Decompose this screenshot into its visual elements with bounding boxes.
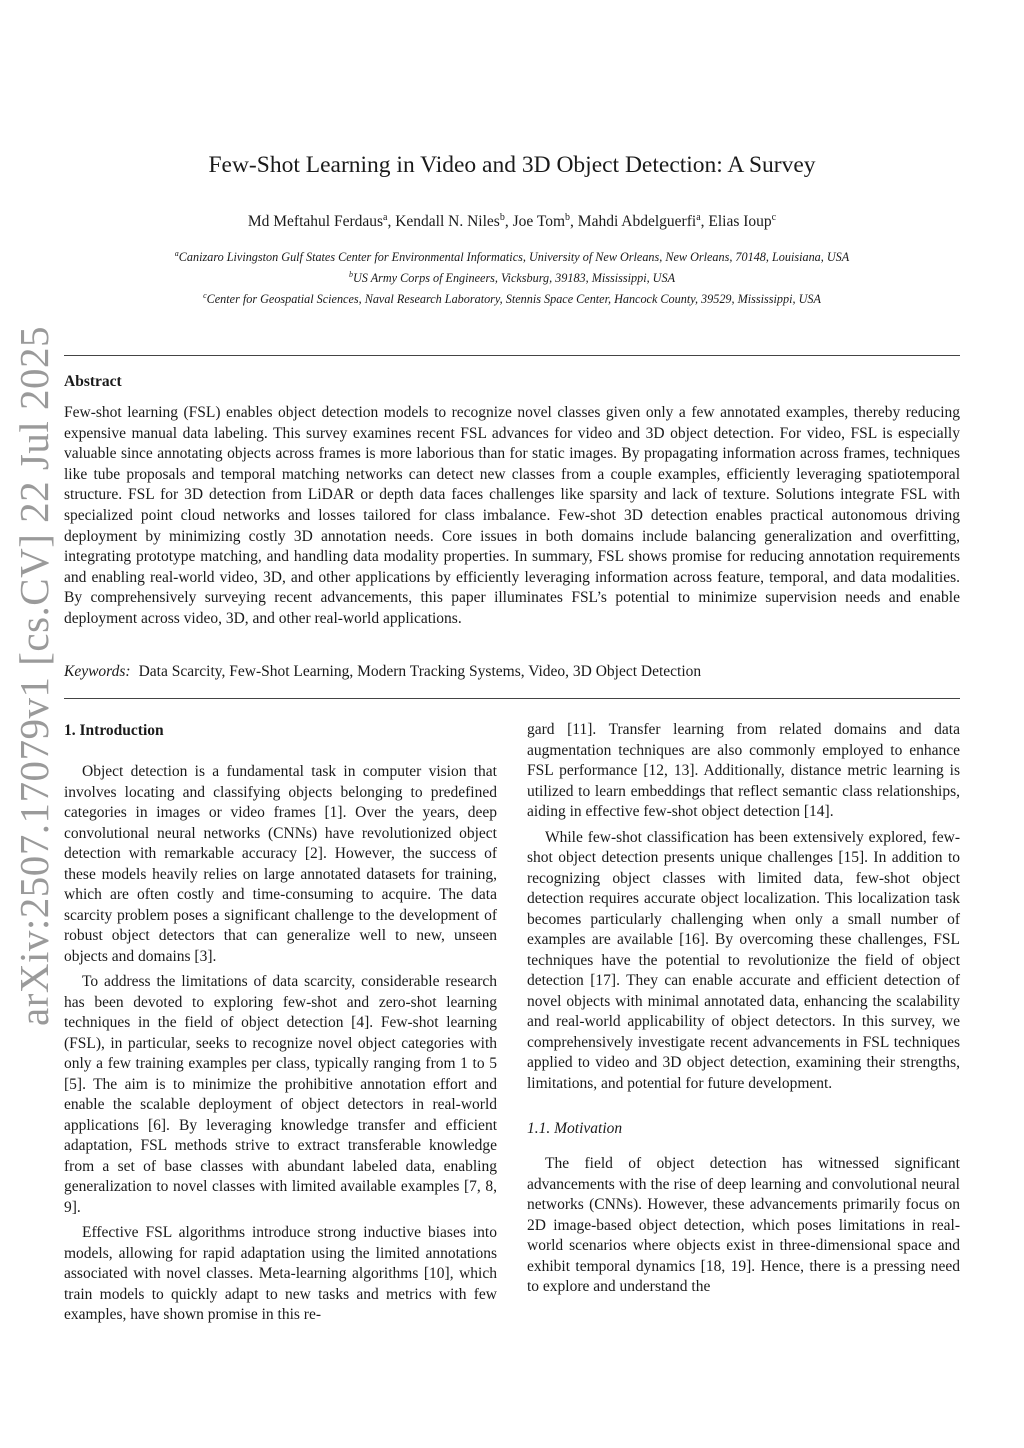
author-affiliation-mark: c — [771, 212, 777, 223]
body-paragraph: gard [11]. Transfer learning from related domains and data augmentation techniques are also commonly employed to enhance FSL performance [12, 13]. Additionally, distance metric learning is utilized to learn embeddings that reflect semantic class relationships, aiding in effective few-shot object detection [14]. — [527, 721, 960, 820]
affiliation-text: Canizaro Livingston Gulf States Center for Environmental Informatics, University of New Orleans, New Orleans, 70148, Louisiana, USA — [178, 250, 850, 265]
affiliation-list — [64, 245, 960, 308]
author-affiliation-mark: a — [383, 212, 388, 223]
affiliation-text: US Army Corps of Engineers, Vicksburg, 39183, Mississippi, USA — [352, 271, 676, 286]
author-affiliation-mark: a — [696, 212, 701, 223]
left-column — [64, 720, 497, 1326]
author-affiliation-mark: b — [499, 212, 505, 223]
author-name: Elias Ioup — [708, 213, 772, 231]
author-name: Joe Tom — [512, 213, 566, 231]
author-name: Md Meftahul Ferdaus — [247, 213, 384, 231]
affiliation-mark: b — [348, 270, 353, 280]
body-paragraph: While few-shot classification has been extensively explored, few-shot object detection presents unique challenges [15]. In addition to recognizing object classes with limited data, few-shot object detection requires accurate object localization. This localization task becomes particularly challenging when only a small number of examples are available [16]. By overcoming these challenges, FSL techniques have the potential to revolutionize the field of object detection [17]. They can enable accurate and efficient detection of novel objects with minimal annotated data, enhancing the scalability and real-world applicability of object detectors. In this survey, we comprehensively investigate recent advancements in FSL techniques applied to video and 3D object detection, examining their strengths, limitations, and potential for future development. — [527, 828, 960, 1092]
affiliation-line — [64, 266, 960, 287]
right-column — [527, 720, 960, 1298]
body-paragraph: Object detection is a fundamental task in computer vision that involves locating and classifying objects belonging to predefined categories in images or video frames [1]. Over the years, deep convolutional neural networks (CNNs) have revolutionized object detection with remarkable accuracy [2]. However, the success of these models heavily relies on large annotated datasets for training, which are often costly and time-consuming to acquire. The data scarcity problem poses a significant challenge to the development of robust object detectors that can generalize well to new, unseen objects and domains [3]. — [64, 763, 497, 965]
body-paragraph: Effective FSL algorithms introduce strong inductive biases into models, allowing for rapid adaptation using the limited annotations associated with novel classes. Meta-learning algorithms [10], which train models to quickly adapt to new tasks and metrics with few examples, have shown promise in this re- — [64, 1224, 497, 1323]
subsection-heading: 1.1. Motivation — [527, 1120, 623, 1137]
section-heading: 1. Introduction — [64, 722, 164, 739]
abstract-heading: Abstract — [64, 373, 122, 390]
horizontal-rule — [64, 355, 960, 356]
body-paragraph: The field of object detection has witnessed significant advancements with the rise of deep learning and convolutional neural networks (CNNs). However, these advancements primarily focus on 2D image-based object detection, which poses limitations in real-world scenarios where objects exist in three-dimensional space and exhibit temporal dynamics [18, 19]. Hence, there is a pressing need to explore and understand the — [527, 1155, 960, 1295]
author-name: Mahdi Abdelguerfi — [577, 213, 697, 231]
arxiv-identifier-stamp: arXiv:2507.17079v1 [cs.CV] 22 Jul 2025 — [11, 325, 57, 1026]
horizontal-rule — [64, 698, 960, 699]
keywords-text: Data Scarcity, Few-Shot Learning, Modern Tracking Systems, Video, 3D Object Detection — [138, 663, 702, 680]
author-name: Kendall N. Niles — [395, 213, 500, 231]
affiliation-text: Center for Geospatial Sciences, Naval Research Laboratory, Stennis Space Center, Hancock County, 39529, Mississippi, USA — [206, 292, 821, 307]
affiliation-line — [64, 245, 960, 266]
body-paragraph: To address the limitations of data scarcity, considerable research has been devoted to exploring few-shot and zero-shot learning techniques in the field of object detection [4]. Few-shot learning (FSL), in particular, seeks to recognize novel object categories with only a few training examples per class, typically ranging from 1 to 5 [5]. The aim is to minimize the prohibitive annotation effort and enable the scalable deployment of object detectors in real-world applications [6]. By leveraging knowledge transfer and efficient adaptation, FSL methods strive to extract transferable knowledge from a set of base classes with abundant labeled data, enabling generalization to novel classes with limited available examples [7, 8, 9]. — [64, 973, 497, 1216]
keywords-label: Keywords: — [64, 663, 131, 680]
affiliation-mark: c — [203, 291, 207, 301]
affiliation-line — [64, 287, 960, 308]
affiliation-mark: a — [174, 249, 179, 258]
paper-title: Few-Shot Learning in Video and 3D Object Detection: A Survey — [208, 152, 816, 178]
author-affiliation-mark: b — [565, 212, 571, 223]
abstract-text: Few-shot learning (FSL) enables object detection models to recognize novel classes given only a few annotated examples, thereby reducing expensive manual data labeling. This survey examines recent FSL advances for video and 3D object detection. For video, FSL is especially valuable since annotating objects across frames is more laborious than for static images. By propagating information across frames, techniques like tube proposals and temporal matching networks can detect new classes from a couple examples, efficiently leveraging spatiotemporal structure. FSL for 3D detection from LiDAR or depth data faces challenges like sparsity and lack of texture. Solutions integrate FSL with specialized point cloud networks and losses tailored for class imbalance. Few-shot 3D detection enables practical autonomous driving deployment by minimizing costly 3D annotation needs. Core issues in both domains include balancing generalization and overfitting, integrating prototype matching, and handling data modality properties. In summary, FSL shows promise for reducing annotation requirements and enabling real-world video, 3D, and other applications by efficiently leveraging information across feature, temporal, and data modalities. By comprehensively surveying recent advancements, this paper illuminates FSL’s potential to minimize supervision needs and enable deployment across video, 3D, and other real-world applications. — [64, 404, 960, 627]
author-list: Md Meftahul Ferdaus$^a$, Kendall N. Niles$^b$, Joe Tom$^b$, Mahdi Abdelguerfi$^a$, Elias Ioup$^c$ — [247, 212, 777, 231]
keywords-line — [64, 661, 960, 683]
